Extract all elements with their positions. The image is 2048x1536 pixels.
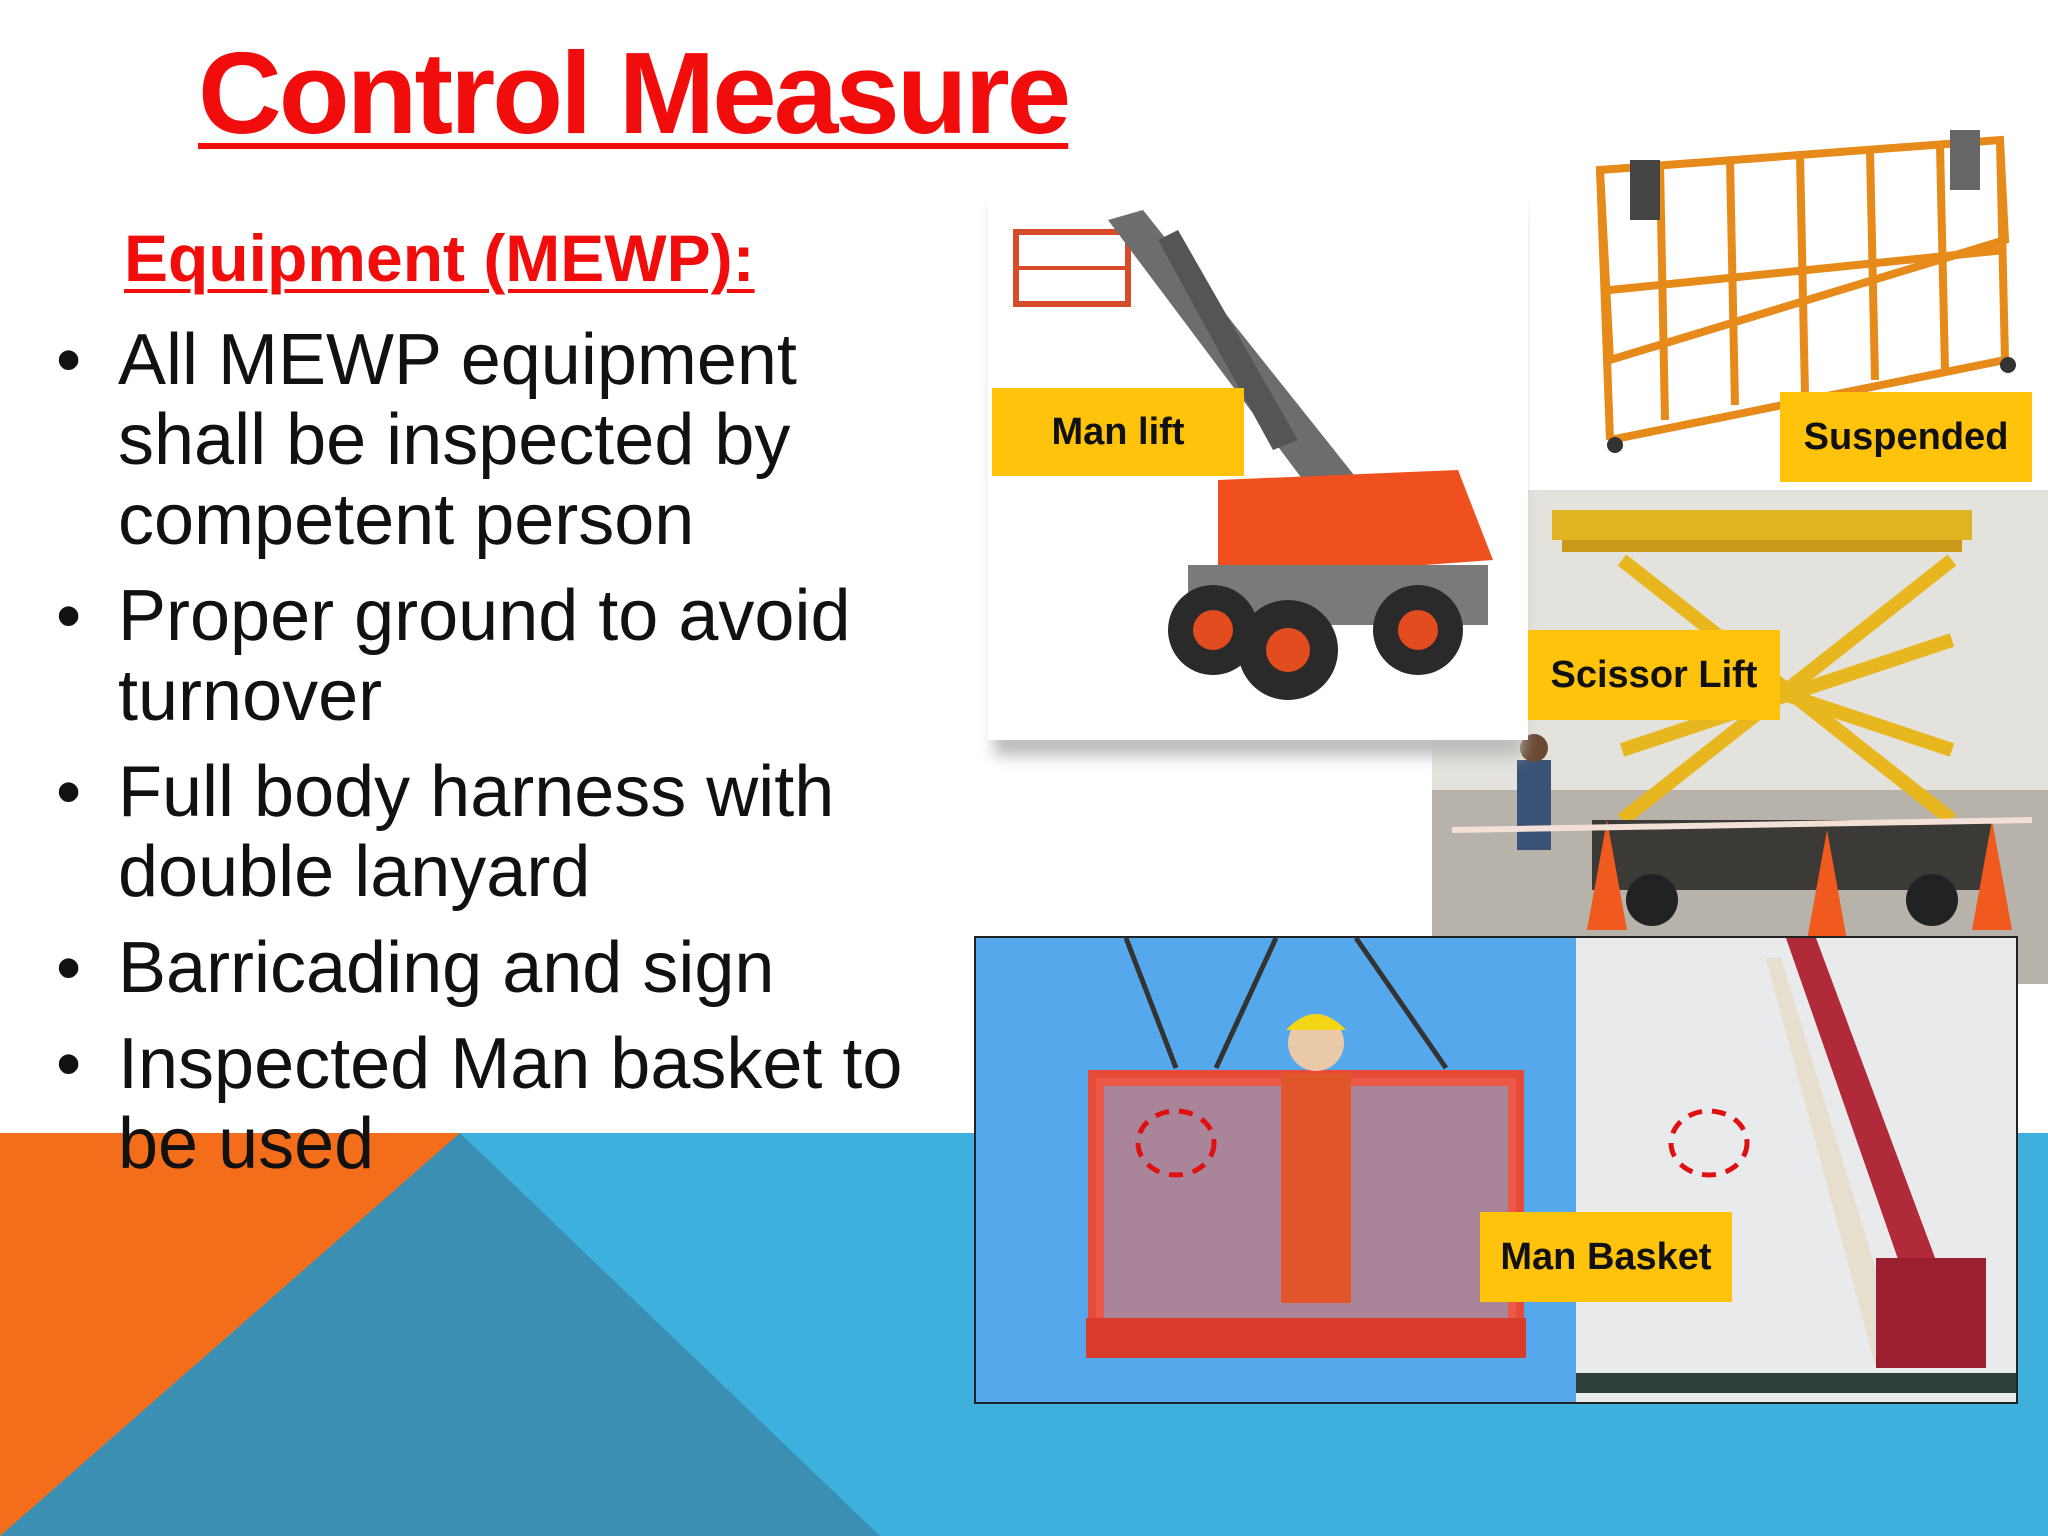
bullet-item	[50, 928, 910, 1008]
bullet-marker: •	[56, 320, 82, 400]
section-subtitle: Equipment (MEWP):	[124, 221, 755, 295]
bullet-text: Full body harness with double lanyard	[118, 752, 835, 912]
bullet-text: Inspected Man basket to be used	[118, 1024, 903, 1184]
bullet-marker: •	[56, 576, 82, 656]
man-basket-label: Man Basket	[1480, 1212, 1732, 1302]
bullet-text: Proper ground to avoid turnover	[118, 576, 851, 736]
slide-title: Control Measure	[198, 28, 1069, 158]
man-basket-photo	[974, 936, 2018, 1404]
scissor-lift-label: Scissor Lift	[1528, 630, 1780, 720]
bullet-marker: •	[56, 1024, 82, 1104]
bullet-list	[50, 320, 910, 1200]
bullet-text: Barricading and sign	[118, 928, 775, 1008]
bullet-item	[50, 320, 910, 560]
bullet-item	[50, 752, 910, 912]
man-basket-illustration	[976, 938, 2016, 1402]
bullet-text: All MEWP equipment shall be inspected by competent person	[118, 320, 797, 560]
bullet-marker: •	[56, 752, 82, 832]
man-lift-label: Man lift	[992, 388, 1244, 476]
bullet-item	[50, 1024, 910, 1184]
bullet-item	[50, 576, 910, 736]
bullet-marker: •	[56, 928, 82, 1008]
suspended-label: Suspended	[1780, 392, 2032, 482]
